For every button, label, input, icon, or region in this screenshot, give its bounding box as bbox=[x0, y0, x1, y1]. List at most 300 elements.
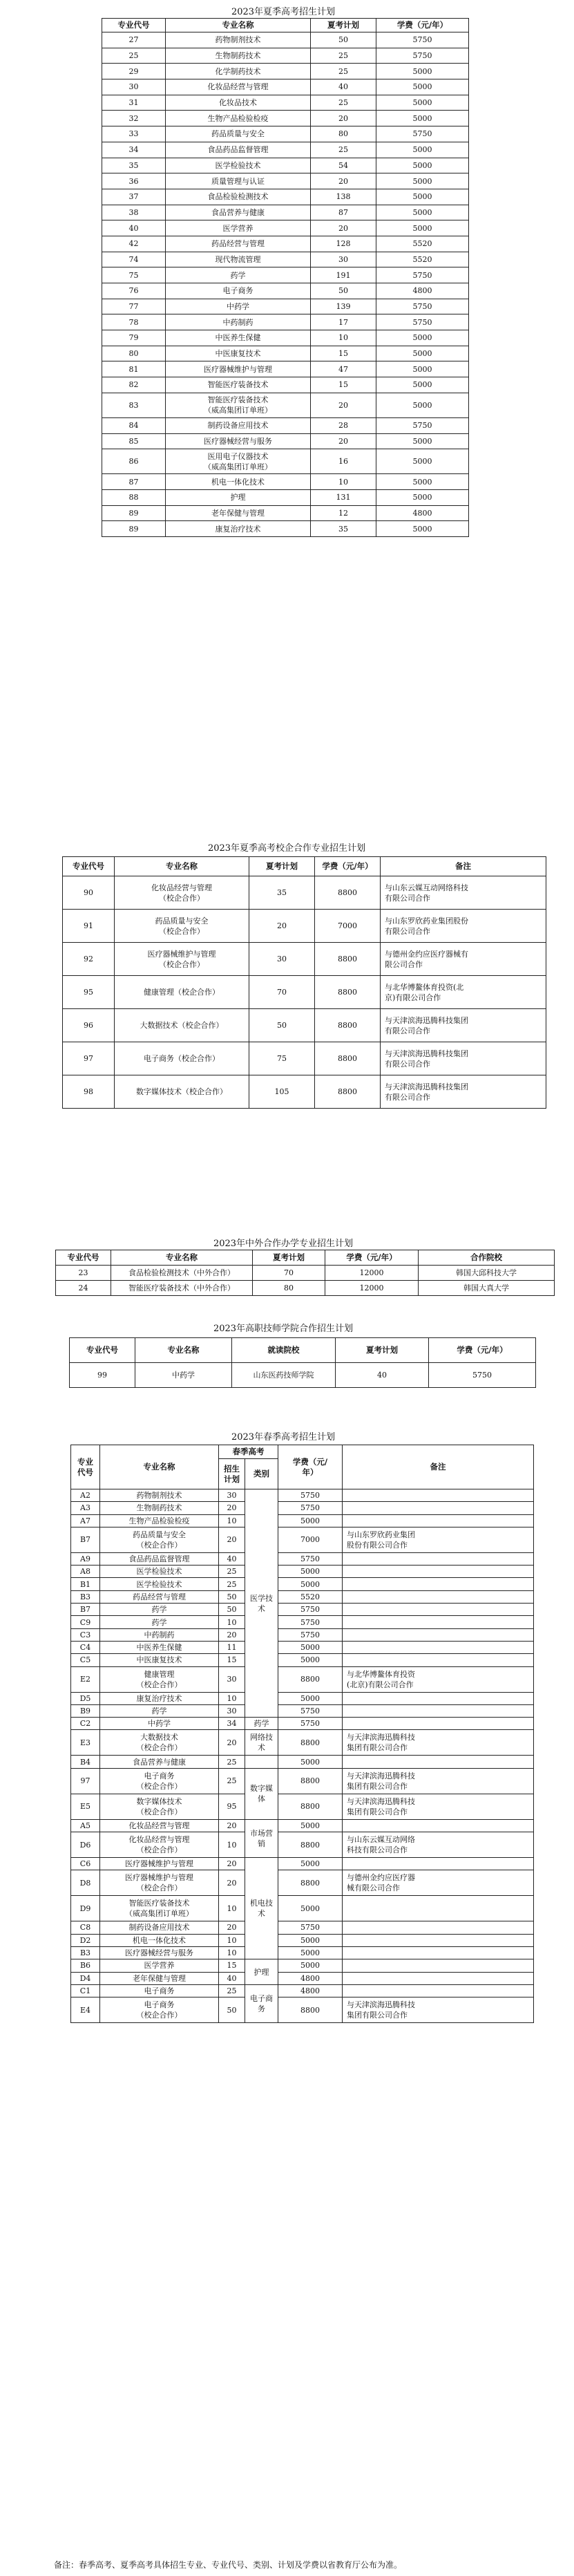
table-row bbox=[71, 1489, 534, 1502]
table-row bbox=[102, 64, 469, 79]
plan-cell: 40 bbox=[219, 1552, 245, 1565]
note-cell: 与天津滨海迅腾科技集团 有限公司合作 bbox=[381, 1009, 546, 1042]
table-row bbox=[102, 220, 469, 236]
fee-cell: 5000 bbox=[278, 1819, 343, 1832]
table-row bbox=[102, 189, 469, 205]
table-row bbox=[71, 1628, 534, 1641]
code-cell: A9 bbox=[71, 1552, 100, 1565]
table-row bbox=[102, 111, 469, 126]
table-row bbox=[71, 1946, 534, 1959]
fee-cell: 5000 bbox=[278, 1566, 343, 1578]
plan-cell: 50 bbox=[249, 1009, 315, 1042]
header-plan: 夏考计划 bbox=[311, 19, 376, 32]
table-row bbox=[102, 393, 469, 417]
name-cell: 药学 bbox=[100, 1616, 219, 1628]
category-cell: 机电技 术 bbox=[245, 1858, 278, 1959]
code-cell: 82 bbox=[102, 377, 166, 393]
plan-cell: 10 bbox=[311, 474, 376, 490]
category-cell bbox=[245, 1756, 278, 1768]
code-cell: 76 bbox=[102, 283, 166, 299]
plan-cell: 15 bbox=[311, 346, 376, 361]
fee-cell: 5520 bbox=[376, 236, 469, 252]
plan-cell: 25 bbox=[219, 1566, 245, 1578]
name-cell: 智能医疗装备技术 （威高集团订单班） bbox=[100, 1896, 219, 1921]
note-cell: 与山东罗欣药业集团股份 有限公司合作 bbox=[381, 910, 546, 943]
fee-cell: 5000 bbox=[376, 449, 469, 474]
table-row bbox=[71, 1604, 534, 1616]
code-cell: 92 bbox=[63, 943, 115, 976]
plan-cell: 95 bbox=[219, 1794, 245, 1819]
code-cell: 29 bbox=[102, 64, 166, 79]
code-cell: C8 bbox=[71, 1921, 100, 1934]
note-cell bbox=[343, 1641, 534, 1653]
name-cell: 药品经营与管理 bbox=[100, 1590, 219, 1603]
table-row bbox=[71, 1641, 534, 1653]
summer-plan-table bbox=[102, 18, 469, 537]
table-row bbox=[102, 48, 469, 64]
header-code: 专业代号 bbox=[102, 19, 166, 32]
table-row bbox=[63, 976, 546, 1009]
note-cell bbox=[343, 1502, 534, 1514]
plan-cell: 70 bbox=[249, 976, 315, 1009]
name-cell: 大数据技术（校企合作） bbox=[115, 1009, 249, 1042]
code-cell: 96 bbox=[63, 1009, 115, 1042]
name-cell: 中药学 bbox=[166, 299, 311, 314]
name-cell: 医疗器械维护与管理 bbox=[100, 1858, 219, 1870]
name-cell: 生物制药技术 bbox=[100, 1502, 219, 1514]
header-note: 备注 bbox=[381, 857, 546, 876]
name-cell: 老年保健与管理 bbox=[100, 1972, 219, 1984]
table-row bbox=[102, 474, 469, 490]
fee-cell: 5000 bbox=[376, 346, 469, 361]
table-row bbox=[71, 1578, 534, 1590]
code-cell: 84 bbox=[102, 417, 166, 433]
plan-cell: 30 bbox=[311, 252, 376, 267]
partner-cell: 韩国大真大学 bbox=[419, 1281, 555, 1296]
plan-cell: 131 bbox=[311, 489, 376, 505]
fee-cell: 5750 bbox=[278, 1921, 343, 1934]
plan-cell: 10 bbox=[219, 1832, 245, 1858]
table-row bbox=[71, 1934, 534, 1946]
code-cell: C5 bbox=[71, 1654, 100, 1666]
name-cell: 制药设备应用技术 bbox=[166, 417, 311, 433]
fee-cell: 8800 bbox=[315, 943, 381, 976]
fee-cell: 5750 bbox=[376, 314, 469, 330]
plan-cell: 12 bbox=[311, 505, 376, 521]
table-row bbox=[102, 158, 469, 173]
fee-cell: 5750 bbox=[278, 1552, 343, 1565]
note-cell: 与天津滨海迅腾科技 集团有限公司合作 bbox=[343, 1794, 534, 1819]
name-cell: 现代物流管理 bbox=[166, 252, 311, 267]
table-row bbox=[102, 377, 469, 393]
name-cell: 护理 bbox=[166, 489, 311, 505]
fee-cell: 5750 bbox=[376, 267, 469, 283]
category-cell: 网络技 术 bbox=[245, 1730, 278, 1756]
plan-cell: 10 bbox=[219, 1514, 245, 1527]
table-row bbox=[71, 1514, 534, 1527]
category-cell: 医学技 术 bbox=[245, 1489, 278, 1718]
header-plan: 夏考计划 bbox=[249, 857, 315, 876]
table-row bbox=[71, 1666, 534, 1692]
category-cell: 护理 bbox=[245, 1959, 278, 1985]
plan-cell: 75 bbox=[249, 1042, 315, 1075]
code-cell: C9 bbox=[71, 1616, 100, 1628]
plan-cell: 17 bbox=[311, 314, 376, 330]
fee-cell: 5000 bbox=[278, 1896, 343, 1921]
table-row bbox=[102, 330, 469, 346]
name-cell: 药品质量与安全 （校企合作） bbox=[115, 910, 249, 943]
name-cell: 医学检验技术 bbox=[100, 1566, 219, 1578]
table-row bbox=[71, 1566, 534, 1578]
note-cell: 与山东罗欣药业集团 股份有限公司合作 bbox=[343, 1527, 534, 1552]
name-cell: 中医康复技术 bbox=[100, 1654, 219, 1666]
fee-cell: 5000 bbox=[376, 111, 469, 126]
note-cell: 与天津滨海迅腾科技集团 有限公司合作 bbox=[381, 1042, 546, 1075]
fee-cell: 5750 bbox=[429, 1363, 536, 1388]
fee-cell: 8800 bbox=[315, 1042, 381, 1075]
fee-cell: 4800 bbox=[376, 283, 469, 299]
plan-cell: 50 bbox=[219, 1997, 245, 2023]
plan-cell: 20 bbox=[311, 220, 376, 236]
note-cell bbox=[343, 1959, 534, 1972]
code-cell: D4 bbox=[71, 1972, 100, 1984]
section-title-summer: 2023年夏季高考招生计划 bbox=[231, 7, 336, 17]
table-row bbox=[102, 346, 469, 361]
header-fee: 学费（元/ 年） bbox=[278, 1445, 343, 1489]
plan-cell: 20 bbox=[311, 433, 376, 449]
header-row bbox=[63, 857, 546, 876]
plan-cell: 20 bbox=[249, 910, 315, 943]
code-cell: 27 bbox=[102, 32, 166, 48]
plan-cell: 50 bbox=[311, 283, 376, 299]
fee-cell: 5000 bbox=[376, 205, 469, 220]
plan-cell: 54 bbox=[311, 158, 376, 173]
table-row bbox=[63, 1075, 546, 1109]
code-cell: A2 bbox=[71, 1489, 100, 1502]
code-cell: 74 bbox=[102, 252, 166, 267]
code-cell: 86 bbox=[102, 449, 166, 474]
table-row bbox=[102, 267, 469, 283]
table-row bbox=[70, 1363, 536, 1388]
code-cell: 25 bbox=[102, 48, 166, 64]
table-row bbox=[71, 1858, 534, 1870]
name-cell: 医疗器械经营与服务 bbox=[100, 1946, 219, 1959]
code-cell: A3 bbox=[71, 1502, 100, 1514]
header-school: 就读院校 bbox=[232, 1338, 336, 1363]
code-cell: B1 bbox=[71, 1578, 100, 1590]
plan-cell: 28 bbox=[311, 417, 376, 433]
table-row bbox=[102, 283, 469, 299]
fee-cell: 5000 bbox=[278, 1578, 343, 1590]
fee-cell: 8800 bbox=[315, 876, 381, 910]
section-title-coop: 2023年夏季高考校企合作专业招生计划 bbox=[207, 843, 366, 854]
plan-cell: 80 bbox=[253, 1281, 325, 1296]
name-cell: 中药制药 bbox=[166, 314, 311, 330]
intl-plan-table bbox=[55, 1250, 555, 1296]
name-cell: 医疗器械维护与管理 （校企合作） bbox=[100, 1870, 219, 1896]
code-cell: E2 bbox=[71, 1666, 100, 1692]
code-cell: 89 bbox=[102, 505, 166, 521]
plan-cell: 10 bbox=[311, 330, 376, 346]
code-cell: 36 bbox=[102, 173, 166, 189]
fee-cell: 5000 bbox=[278, 1692, 343, 1704]
table-row bbox=[102, 489, 469, 505]
note-cell bbox=[343, 1566, 534, 1578]
plan-cell: 25 bbox=[311, 64, 376, 79]
partner-cell: 韩国大邱科技大学 bbox=[419, 1266, 555, 1281]
name-cell: 电子商务 bbox=[100, 1984, 219, 1997]
header-fee: 学费（元/年） bbox=[315, 857, 381, 876]
plan-cell: 20 bbox=[219, 1628, 245, 1641]
note-cell bbox=[343, 1972, 534, 1984]
plan-cell: 20 bbox=[219, 1819, 245, 1832]
name-cell: 健康管理 （校企合作） bbox=[100, 1666, 219, 1692]
header-name: 专业名称 bbox=[111, 1250, 253, 1266]
code-cell: 80 bbox=[102, 346, 166, 361]
fee-cell: 5520 bbox=[278, 1590, 343, 1603]
plan-cell: 25 bbox=[219, 1984, 245, 1997]
note-cell: 与天津滨海迅腾科技 集团有限公司合作 bbox=[343, 1768, 534, 1794]
plan-cell: 25 bbox=[219, 1756, 245, 1768]
table-row bbox=[71, 1730, 534, 1756]
coop-plan-table bbox=[62, 856, 546, 1109]
code-cell: D5 bbox=[71, 1692, 100, 1704]
plan-cell: 25 bbox=[219, 1768, 245, 1794]
table-row bbox=[71, 1502, 534, 1514]
name-cell: 数字媒体技术 （校企合作） bbox=[100, 1794, 219, 1819]
fee-cell: 8800 bbox=[278, 1666, 343, 1692]
code-cell: B7 bbox=[71, 1527, 100, 1552]
code-cell: A8 bbox=[71, 1566, 100, 1578]
table-row bbox=[71, 1692, 534, 1704]
plan-cell: 20 bbox=[311, 173, 376, 189]
name-cell: 医学营养 bbox=[100, 1959, 219, 1972]
code-cell: 40 bbox=[102, 220, 166, 236]
code-cell: 24 bbox=[56, 1281, 111, 1296]
header-fee: 学费（元/年） bbox=[376, 19, 469, 32]
name-cell: 数字媒体技术（校企合作） bbox=[115, 1075, 249, 1109]
table-row bbox=[63, 876, 546, 910]
table-row bbox=[71, 1768, 534, 1794]
name-cell: 化妆品经营与管理 bbox=[166, 79, 311, 95]
table-row bbox=[71, 1972, 534, 1984]
plan-cell: 25 bbox=[311, 95, 376, 111]
fee-cell: 5000 bbox=[278, 1756, 343, 1768]
name-cell: 药品经营与管理 bbox=[166, 236, 311, 252]
code-cell: B3 bbox=[71, 1946, 100, 1959]
name-cell: 中药制药 bbox=[100, 1628, 219, 1641]
header-name: 专业名称 bbox=[135, 1338, 232, 1363]
header-code: 专业代号 bbox=[63, 857, 115, 876]
header-row bbox=[70, 1338, 536, 1363]
name-cell: 电子商务（校企合作） bbox=[115, 1042, 249, 1075]
name-cell: 药品质量与安全 bbox=[166, 126, 311, 142]
note-cell bbox=[343, 1718, 534, 1730]
plan-cell: 87 bbox=[311, 205, 376, 220]
note-cell: 与德州金约应医疗器械有 限公司合作 bbox=[381, 943, 546, 976]
note-cell bbox=[343, 1704, 534, 1717]
fee-cell: 5000 bbox=[376, 330, 469, 346]
table-row bbox=[71, 1552, 534, 1565]
note-cell bbox=[343, 1896, 534, 1921]
fee-cell: 5000 bbox=[376, 489, 469, 505]
table-row bbox=[102, 433, 469, 449]
fee-cell: 8800 bbox=[278, 1794, 343, 1819]
table-row bbox=[56, 1281, 555, 1296]
fee-cell: 5750 bbox=[278, 1628, 343, 1641]
code-cell: 34 bbox=[102, 142, 166, 158]
table-row bbox=[102, 126, 469, 142]
name-cell: 化妆品技术 bbox=[166, 95, 311, 111]
category-cell: 电子商 务 bbox=[245, 1984, 278, 2022]
code-cell: 91 bbox=[63, 910, 115, 943]
note-cell: 与山东云媒互动网络 科技有限公司合作 bbox=[343, 1832, 534, 1858]
category-cell: 数字媒 体 bbox=[245, 1768, 278, 1819]
plan-cell: 16 bbox=[311, 449, 376, 474]
name-cell: 医疗器械经营与服务 bbox=[166, 433, 311, 449]
name-cell: 电子商务 bbox=[166, 283, 311, 299]
fee-cell: 5000 bbox=[376, 433, 469, 449]
name-cell: 药学 bbox=[100, 1704, 219, 1717]
name-cell: 智能医疗装备技术 bbox=[166, 377, 311, 393]
plan-cell: 20 bbox=[219, 1858, 245, 1870]
plan-cell: 20 bbox=[311, 111, 376, 126]
table-row bbox=[71, 1819, 534, 1832]
plan-cell: 34 bbox=[219, 1718, 245, 1730]
plan-cell: 40 bbox=[311, 79, 376, 95]
plan-cell: 47 bbox=[311, 361, 376, 377]
table-row bbox=[71, 1527, 534, 1552]
table-row bbox=[63, 943, 546, 976]
table-row bbox=[63, 1042, 546, 1075]
plan-cell: 138 bbox=[311, 189, 376, 205]
code-cell: 75 bbox=[102, 267, 166, 283]
code-cell: 99 bbox=[70, 1363, 135, 1388]
note-cell bbox=[343, 1552, 534, 1565]
section-title-tech: 2023年高职技师学院合作招生计划 bbox=[213, 1324, 354, 1334]
fee-cell: 5000 bbox=[376, 95, 469, 111]
code-cell: E4 bbox=[71, 1997, 100, 2023]
table-row bbox=[63, 1009, 546, 1042]
code-cell: D2 bbox=[71, 1934, 100, 1946]
name-cell: 老年保健与管理 bbox=[166, 505, 311, 521]
code-cell: 77 bbox=[102, 299, 166, 314]
header-spring-exam: 春季高考 bbox=[219, 1445, 278, 1459]
table-row bbox=[102, 252, 469, 267]
code-cell: C6 bbox=[71, 1858, 100, 1870]
name-cell: 药学 bbox=[166, 267, 311, 283]
plan-cell: 10 bbox=[219, 1896, 245, 1921]
fee-cell: 5750 bbox=[278, 1502, 343, 1514]
plan-cell: 35 bbox=[311, 521, 376, 537]
table-row bbox=[102, 449, 469, 474]
name-cell: 电子商务 （校企合作） bbox=[100, 1997, 219, 2023]
table-row bbox=[71, 1984, 534, 1997]
code-cell: B7 bbox=[71, 1604, 100, 1616]
code-cell: 37 bbox=[102, 189, 166, 205]
code-cell: 87 bbox=[102, 474, 166, 490]
table-row bbox=[71, 1590, 534, 1603]
plan-cell: 20 bbox=[219, 1527, 245, 1552]
name-cell: 制药设备应用技术 bbox=[100, 1921, 219, 1934]
name-cell: 生物制药技术 bbox=[166, 48, 311, 64]
table-row bbox=[71, 1832, 534, 1858]
plan-cell: 50 bbox=[219, 1604, 245, 1616]
table-row bbox=[102, 417, 469, 433]
plan-cell: 80 bbox=[311, 126, 376, 142]
code-cell: 97 bbox=[71, 1768, 100, 1794]
table-row bbox=[102, 521, 469, 537]
note-cell bbox=[343, 1578, 534, 1590]
name-cell: 智能医疗装备技术（中外合作） bbox=[111, 1281, 253, 1296]
note-cell bbox=[343, 1819, 534, 1832]
table-row bbox=[71, 1718, 534, 1730]
section-title-intl: 2023年中外合作办学专业招生计划 bbox=[213, 1239, 354, 1249]
code-cell: 23 bbox=[56, 1266, 111, 1281]
fee-cell: 5750 bbox=[278, 1616, 343, 1628]
name-cell: 电子商务 （校企合作） bbox=[100, 1768, 219, 1794]
code-cell: 38 bbox=[102, 205, 166, 220]
name-cell: 食品检验检测技术（中外合作） bbox=[111, 1266, 253, 1281]
plan-cell: 50 bbox=[311, 32, 376, 48]
name-cell: 机电一体化技术 bbox=[100, 1934, 219, 1946]
note-cell bbox=[343, 1921, 534, 1934]
plan-cell: 30 bbox=[219, 1489, 245, 1502]
header-code: 专业代号 bbox=[56, 1250, 111, 1266]
plan-cell: 191 bbox=[311, 267, 376, 283]
fee-cell: 8800 bbox=[278, 1768, 343, 1794]
fee-cell: 4800 bbox=[376, 505, 469, 521]
table-row bbox=[102, 79, 469, 95]
plan-cell: 10 bbox=[219, 1692, 245, 1704]
code-cell: 89 bbox=[102, 521, 166, 537]
fee-cell: 5750 bbox=[278, 1704, 343, 1717]
fee-cell: 5000 bbox=[376, 377, 469, 393]
name-cell: 机电一体化技术 bbox=[166, 474, 311, 490]
note-cell bbox=[343, 1616, 534, 1628]
plan-cell: 25 bbox=[219, 1578, 245, 1590]
header-row bbox=[102, 19, 469, 32]
code-cell: 81 bbox=[102, 361, 166, 377]
name-cell: 中医康复技术 bbox=[166, 346, 311, 361]
plan-cell: 20 bbox=[219, 1502, 245, 1514]
code-cell: C4 bbox=[71, 1641, 100, 1653]
header-name: 专业名称 bbox=[100, 1445, 219, 1489]
code-cell: 33 bbox=[102, 126, 166, 142]
note-cell: 与天津滨海迅腾科技集团 有限公司合作 bbox=[381, 1075, 546, 1109]
plan-cell: 10 bbox=[219, 1934, 245, 1946]
note-cell bbox=[343, 1984, 534, 1997]
note-cell bbox=[343, 1514, 534, 1527]
name-cell: 食品药品监督管理 bbox=[100, 1552, 219, 1565]
fee-cell: 5000 bbox=[278, 1934, 343, 1946]
code-cell: 83 bbox=[102, 393, 166, 417]
name-cell: 化学制药技术 bbox=[166, 64, 311, 79]
name-cell: 医用电子仪器技术 （威高集团订单班） bbox=[166, 449, 311, 474]
fee-cell: 8800 bbox=[278, 1832, 343, 1858]
plan-cell: 70 bbox=[253, 1266, 325, 1281]
code-cell: 32 bbox=[102, 111, 166, 126]
name-cell: 医疗器械维护与管理 （校企合作） bbox=[115, 943, 249, 976]
name-cell: 智能医疗装备技术 （威高集团订单班） bbox=[166, 393, 311, 417]
name-cell: 药学 bbox=[100, 1604, 219, 1616]
name-cell: 中药学 bbox=[135, 1363, 232, 1388]
code-cell: 98 bbox=[63, 1075, 115, 1109]
code-cell: 79 bbox=[102, 330, 166, 346]
plan-cell: 35 bbox=[249, 876, 315, 910]
table-row bbox=[63, 910, 546, 943]
fee-cell: 8800 bbox=[315, 1075, 381, 1109]
